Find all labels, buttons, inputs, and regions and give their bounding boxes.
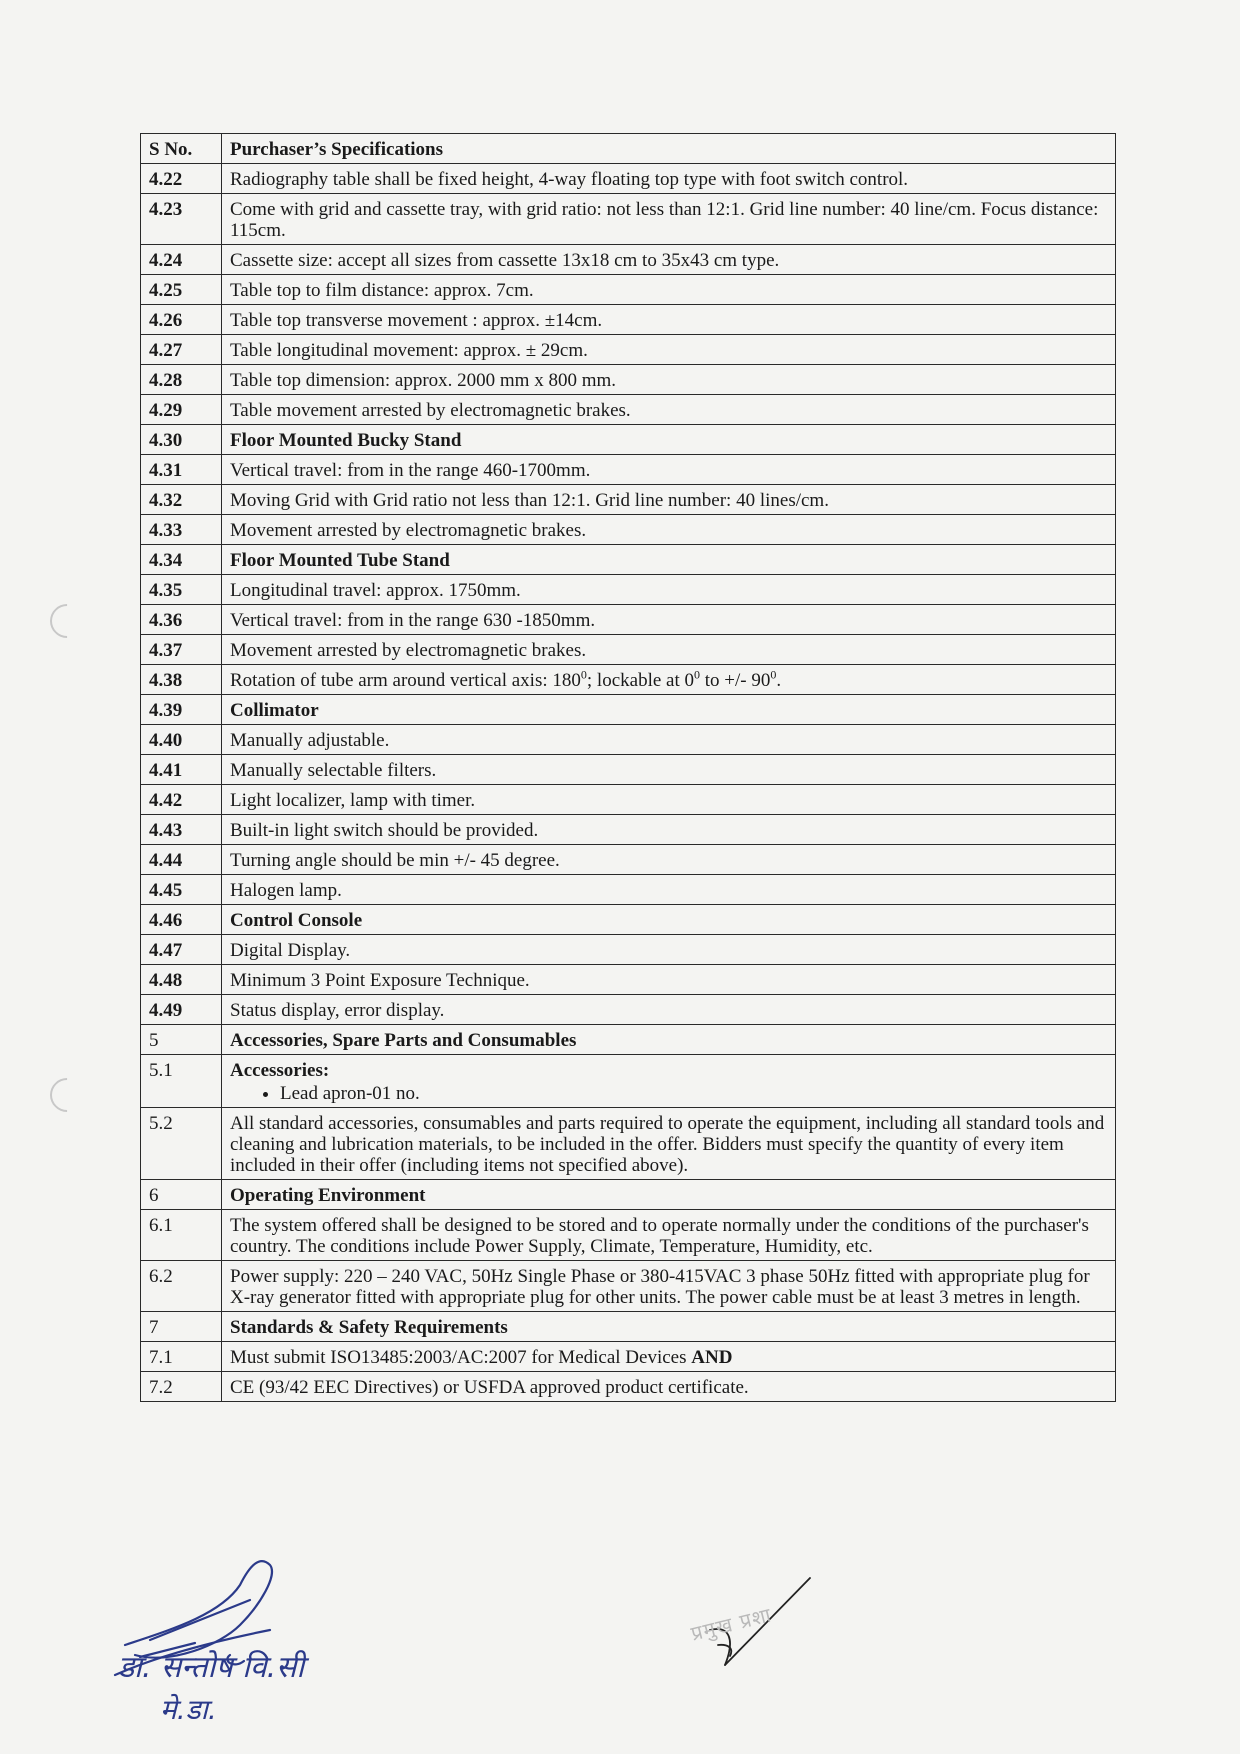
list-item: • Lead apron-01 no. — [280, 1083, 1107, 1104]
row-number: 5.1 — [141, 1055, 222, 1108]
row-number: 4.27 — [141, 335, 222, 365]
table-row — [141, 425, 1116, 455]
row-specification: Halogen lamp. — [222, 875, 1116, 905]
table-row — [141, 1210, 1116, 1261]
row-number: 4.49 — [141, 995, 222, 1025]
row-number: 4.45 — [141, 875, 222, 905]
row-number: 7 — [141, 1312, 222, 1342]
table-row — [141, 1055, 1116, 1108]
row-number: 4.36 — [141, 605, 222, 635]
row-specification: Control Console — [222, 905, 1116, 935]
row-number: 7.1 — [141, 1342, 222, 1372]
row-number: 4.40 — [141, 725, 222, 755]
row-specification: Table top transverse movement : approx. ±14cm. — [222, 305, 1116, 335]
table-row — [141, 965, 1116, 995]
header-sno: S No. — [141, 134, 222, 164]
table-row — [141, 164, 1116, 194]
table-row — [141, 1180, 1116, 1210]
table-row — [141, 845, 1116, 875]
row-specification: Operating Environment — [222, 1180, 1116, 1210]
row-number: 4.29 — [141, 395, 222, 425]
row-number: 4.47 — [141, 935, 222, 965]
table-row — [141, 1108, 1116, 1180]
row-specification: Minimum 3 Point Exposure Technique. — [222, 965, 1116, 995]
row-specification: Radiography table shall be fixed height, 4-way floating top type with foot switch control. — [222, 164, 1116, 194]
row-number: 4.39 — [141, 695, 222, 725]
row-specification: Light localizer, lamp with timer. — [222, 785, 1116, 815]
row-number: 4.25 — [141, 275, 222, 305]
punch-hole-top — [43, 597, 91, 645]
row-specification: Standards & Safety Requirements — [222, 1312, 1116, 1342]
row-number: 4.28 — [141, 365, 222, 395]
row-number: 4.38 — [141, 665, 222, 695]
right-stamp-text: प्रमुख प्रशा — [688, 1602, 775, 1646]
row-specification: Power supply: 220 – 240 VAC, 50Hz Single Phase or 380-415VAC 3 phase 50Hz fitted with appropriate plug for X-ray generator fitted with appropriate plug for other units. The power cable must be at least 3 metres in length. — [222, 1261, 1116, 1312]
row-number: 6.1 — [141, 1210, 222, 1261]
row-specification: All standard accessories, consumables and parts required to operate the equipment, including all standard tools and cleaning and lubrication materials, to be included in the offer. Bidders must specify the quantity of every item included in their offer (including items not specified above). — [222, 1108, 1116, 1180]
row-number: 7.2 — [141, 1372, 222, 1402]
table-header-row — [141, 134, 1116, 164]
table-row — [141, 575, 1116, 605]
row-specification: Table top dimension: approx. 2000 mm x 800 mm. — [222, 365, 1116, 395]
table-row — [141, 335, 1116, 365]
row-specification: Table movement arrested by electromagnetic brakes. — [222, 395, 1116, 425]
row-number: 4.42 — [141, 785, 222, 815]
accessories-title: Accessories: — [230, 1060, 330, 1081]
row-number: 4.41 — [141, 755, 222, 785]
row-number: 6.2 — [141, 1261, 222, 1312]
table-row — [141, 815, 1116, 845]
row-specification: Moving Grid with Grid ratio not less than 12:1. Grid line number: 40 lines/cm. — [222, 485, 1116, 515]
row-number: 4.23 — [141, 194, 222, 245]
row-number: 4.35 — [141, 575, 222, 605]
table-row — [141, 1261, 1116, 1312]
specifications-table — [140, 133, 1116, 1402]
row-specification: Come with grid and cassette tray, with grid ratio: not less than 12:1. Grid line number: 40 line/cm. Focus distance: 115cm. — [222, 194, 1116, 245]
row-number: 4.22 — [141, 164, 222, 194]
row-specification: Turning angle should be min +/- 45 degree. — [222, 845, 1116, 875]
row-specification: CE (93/42 EEC Directives) or USFDA approved product certificate. — [222, 1372, 1116, 1402]
row-specification: Table longitudinal movement: approx. ± 29cm. — [222, 335, 1116, 365]
table-row — [141, 695, 1116, 725]
table-row — [141, 515, 1116, 545]
row-specification: Floor Mounted Bucky Stand — [222, 425, 1116, 455]
row-specification: Built-in light switch should be provided. — [222, 815, 1116, 845]
row-number: 4.30 — [141, 425, 222, 455]
row-number: 4.33 — [141, 515, 222, 545]
table-row — [141, 635, 1116, 665]
table-row — [141, 194, 1116, 245]
row-specification — [222, 1055, 1116, 1108]
row-specification: Cassette size: accept all sizes from cassette 13x18 cm to 35x43 cm type. — [222, 245, 1116, 275]
row-specification: Longitudinal travel: approx. 1750mm. — [222, 575, 1116, 605]
row-number: 4.48 — [141, 965, 222, 995]
table-row — [141, 365, 1116, 395]
table-row — [141, 755, 1116, 785]
row-specification: Accessories, Spare Parts and Consumables — [222, 1025, 1116, 1055]
row-number: 5.2 — [141, 1108, 222, 1180]
row-specification: Collimator — [222, 695, 1116, 725]
table-row — [141, 395, 1116, 425]
row-number: 4.44 — [141, 845, 222, 875]
left-signature-title: मे.डा. — [160, 1693, 217, 1726]
table-row — [141, 875, 1116, 905]
table-row — [141, 545, 1116, 575]
row-specification: Digital Display. — [222, 935, 1116, 965]
table-row — [141, 995, 1116, 1025]
left-signature-name: डा. सन्तोष वि.सी — [118, 1650, 305, 1685]
table-row — [141, 1312, 1116, 1342]
row-number: 4.32 — [141, 485, 222, 515]
row-number: 6 — [141, 1180, 222, 1210]
row-number: 4.46 — [141, 905, 222, 935]
row-specification: Must submit ISO13485:2003/AC:2007 for Medical Devices AND — [222, 1342, 1116, 1372]
row-specification: Rotation of tube arm around vertical axis: $180^0$; lockable at $0^0$ to +/- $90^0$. — [222, 665, 1116, 695]
table-row — [141, 935, 1116, 965]
row-number: 4.34 — [141, 545, 222, 575]
row-specification: Movement arrested by electromagnetic brakes. — [222, 515, 1116, 545]
table-row — [141, 305, 1116, 335]
row-number: 5 — [141, 1025, 222, 1055]
row-number: 4.24 — [141, 245, 222, 275]
table-row — [141, 725, 1116, 755]
row-number: 4.37 — [141, 635, 222, 665]
row-specification: Floor Mounted Tube Stand — [222, 545, 1116, 575]
table-row — [141, 785, 1116, 815]
table-row — [141, 605, 1116, 635]
row-number: 4.26 — [141, 305, 222, 335]
row-specification: Status display, error display. — [222, 995, 1116, 1025]
table-row — [141, 665, 1116, 695]
table-row — [141, 275, 1116, 305]
row-specification: Manually adjustable. — [222, 725, 1116, 755]
row-specification: Movement arrested by electromagnetic brakes. — [222, 635, 1116, 665]
row-specification: Vertical travel: from in the range 630 -1850mm. — [222, 605, 1116, 635]
table-row — [141, 245, 1116, 275]
header-specifications: Purchaser’s Specifications — [222, 134, 1116, 164]
row-specification: The system offered shall be designed to be stored and to operate normally under the conditions of the purchaser's country. The conditions include Power Supply, Climate, Temperature, Humidity, etc. — [222, 1210, 1116, 1261]
table-row — [141, 1372, 1116, 1402]
row-number: 4.43 — [141, 815, 222, 845]
table-row — [141, 905, 1116, 935]
row-specification: Table top to film distance: approx. 7cm. — [222, 275, 1116, 305]
row-specification: Vertical travel: from in the range 460-1700mm. — [222, 455, 1116, 485]
row-specification: Manually selectable filters. — [222, 755, 1116, 785]
table-row — [141, 485, 1116, 515]
table-row — [141, 1025, 1116, 1055]
punch-hole-bottom — [43, 1071, 91, 1119]
table-row — [141, 455, 1116, 485]
row-number: 4.31 — [141, 455, 222, 485]
table-row — [141, 1342, 1116, 1372]
